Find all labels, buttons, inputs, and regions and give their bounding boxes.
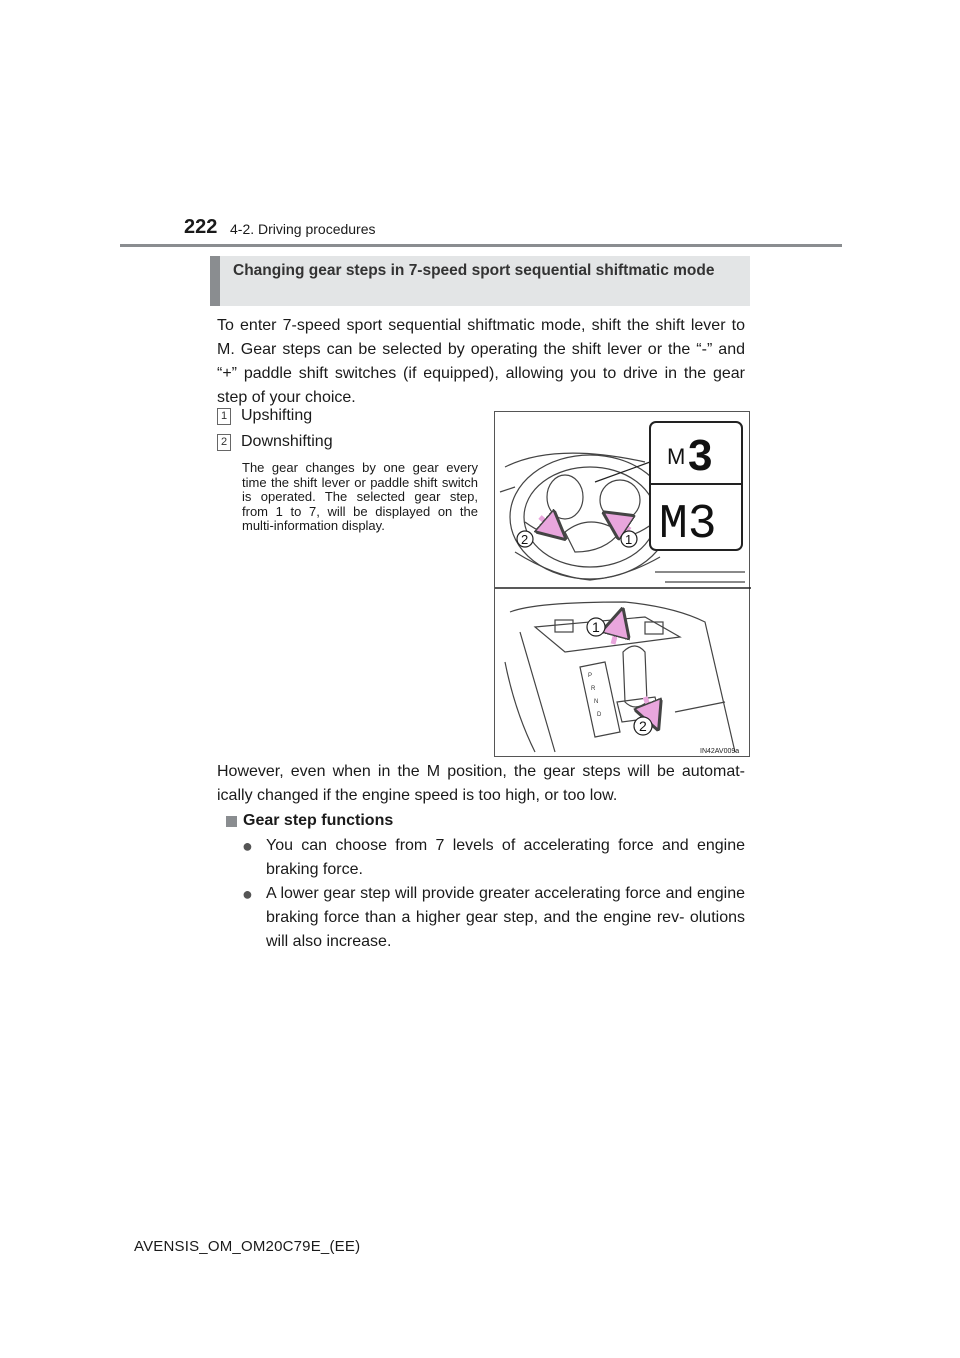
step-label-1: Upshifting bbox=[241, 407, 313, 424]
svg-text:D: D bbox=[597, 712, 602, 718]
round-bullet-icon: ● bbox=[242, 884, 253, 904]
display-small-gear: 3 bbox=[688, 431, 713, 480]
footer-code: AVENSIS_OM_OM20C79E_(EE) bbox=[134, 1238, 361, 1255]
callout-number-2b: 2 bbox=[639, 718, 647, 734]
bullet-text-1: You can choose from 7 levels of accelerating force and engine braking force. bbox=[266, 837, 745, 878]
svg-text:N: N bbox=[594, 699, 599, 705]
square-bullet-icon bbox=[226, 816, 237, 827]
shift-illustration-drawing bbox=[495, 412, 751, 758]
callout-number-2a: 2 bbox=[521, 532, 529, 547]
callout-1-steering bbox=[621, 531, 637, 547]
gear-change-note: The gear changes by one gear every time the shift lever or paddle shift switch is operated. The selected gear step, from 1 to 7, will be displayed on the multi-information display. bbox=[242, 460, 478, 533]
svg-text:P: P bbox=[588, 673, 593, 679]
section-heading bbox=[210, 256, 750, 306]
paddle-upshift-arrow bbox=[615, 520, 630, 530]
step-number-1: 1 bbox=[217, 408, 231, 425]
step-upshifting bbox=[217, 406, 312, 426]
shift-illustration bbox=[494, 411, 750, 757]
bullet-item-2 bbox=[242, 882, 745, 954]
callout-1-lever bbox=[587, 618, 605, 636]
lever-downshift-arrow bbox=[645, 697, 653, 717]
step-downshifting bbox=[217, 432, 333, 452]
step-number-2: 2 bbox=[217, 434, 231, 451]
display-large: M3 bbox=[659, 498, 717, 552]
figure-code: IN42AV009a bbox=[700, 748, 740, 755]
bullet-item-1 bbox=[242, 834, 745, 882]
callout-2-steering bbox=[517, 531, 533, 547]
page-number: 222 bbox=[184, 216, 218, 238]
intro-paragraph: To enter 7-speed sport sequential shiftmatic mode, shift the shift lever to M. Gear steps can be selected by operating the shift lever or the “-” and “+” paddle shift switches (if equipped), allowing you to drive in the gear step of your choice. bbox=[217, 317, 745, 406]
callout-2-lever bbox=[634, 717, 652, 735]
lever-upshift-arrow bbox=[613, 622, 619, 644]
section-title: 4-2. Driving procedures bbox=[230, 221, 376, 237]
gate-markings bbox=[588, 673, 602, 718]
header-rule bbox=[120, 244, 842, 247]
gear-step-functions-text: Gear step functions bbox=[243, 812, 394, 829]
paddle-downshift-arrow bbox=[540, 517, 555, 530]
auto-shift-paragraph: However, even when in the M position, the gear steps will be automat- ically changed if the engine speed is too high, or too low. bbox=[217, 763, 745, 804]
callout-number-1b: 1 bbox=[592, 619, 600, 635]
callout-number-1a: 1 bbox=[625, 532, 633, 547]
step-label-2: Downshifting bbox=[241, 433, 333, 450]
gear-step-functions-heading bbox=[226, 812, 393, 830]
svg-text:R: R bbox=[591, 686, 596, 692]
bullet-text-2: A lower gear step will provide greater accelerating force and engine braking force than a higher gear step, and the engine rev- olutions will also increase. bbox=[266, 885, 745, 950]
section-heading-text: Changing gear steps in 7-speed sport sequential shiftmatic mode bbox=[233, 262, 715, 279]
round-bullet-icon: ● bbox=[242, 836, 253, 856]
display-small-mode: M bbox=[667, 444, 686, 469]
